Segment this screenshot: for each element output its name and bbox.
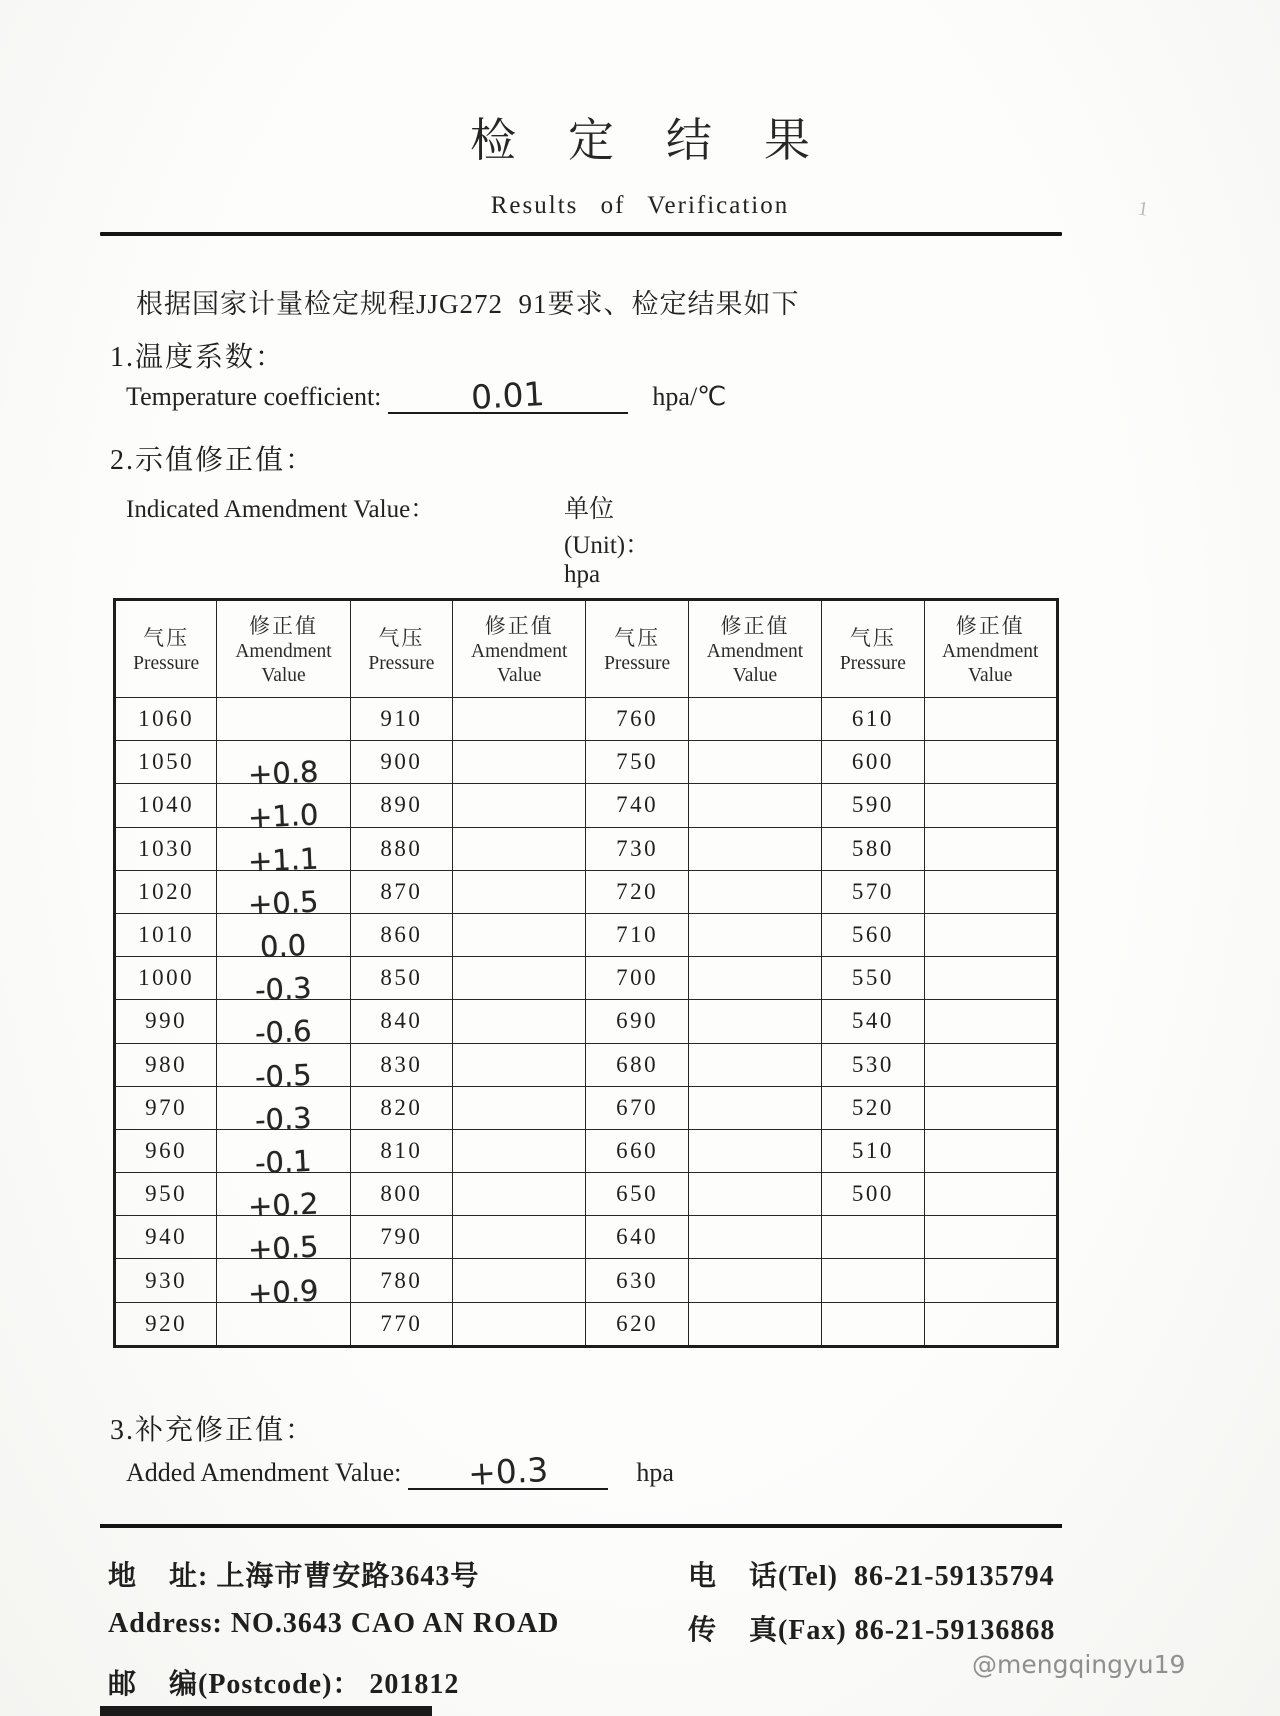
amendment-cell	[688, 827, 821, 870]
pressure-cell: 1030	[115, 827, 217, 870]
pressure-cell: 530	[822, 1043, 924, 1086]
verification-table	[113, 598, 1059, 1348]
pressure-cell: 970	[115, 1086, 217, 1129]
added-amendment-field	[408, 1449, 608, 1494]
pressure-cell: 570	[822, 870, 924, 913]
pressure-cell: 760	[586, 698, 688, 741]
pressure-cell: 550	[822, 957, 924, 1000]
pressure-cell: 730	[586, 827, 688, 870]
table-row	[115, 698, 1058, 741]
table-row	[115, 741, 1058, 784]
footer-address-en: Address: NO.3643 CAO AN ROAD	[108, 1608, 560, 1639]
handwritten-amendment-value: -0.6	[254, 1014, 313, 1051]
amendment-cell	[453, 784, 586, 827]
pressure-cell: 620	[586, 1302, 688, 1346]
pressure-cell: 1010	[115, 913, 217, 956]
footer-divider	[100, 1524, 1062, 1528]
pressure-cell: 940	[115, 1216, 217, 1259]
amendment-cell	[688, 870, 821, 913]
pressure-cell: 840	[350, 1000, 452, 1043]
added-amendment-unit: hpa	[636, 1458, 674, 1487]
amendment-cell	[217, 1259, 350, 1311]
pressure-cell: 610	[822, 698, 924, 741]
amendment-cell	[453, 1086, 586, 1129]
handwritten-amendment-value: +0.8	[247, 754, 320, 792]
pressure-cell: 770	[350, 1302, 452, 1346]
section3-heading: 3.补充修正值：	[110, 1415, 316, 1446]
footer-tel: 电 话(Tel) 86-21-59135794	[688, 1561, 1055, 1592]
handwritten-amendment-value: +1.1	[247, 841, 320, 879]
pressure-cell: 750	[586, 741, 688, 784]
scan-edge-artifact: 1	[1136, 197, 1150, 221]
pressure-cell	[822, 1216, 924, 1259]
amendment-cell	[453, 913, 586, 956]
amendment-cell	[217, 698, 350, 741]
handwritten-amendment-value: +0.5	[247, 884, 320, 922]
temperature-coefficient-field	[388, 374, 628, 417]
amendment-cell	[924, 698, 1057, 741]
handwritten-amendment-value: +0.5	[247, 1229, 320, 1267]
pressure-cell: 930	[115, 1259, 217, 1302]
amendment-cell	[924, 870, 1057, 913]
amendment-cell	[453, 1216, 586, 1259]
footer-fax: 传 真(Fax) 86-21-59136868	[688, 1615, 1056, 1646]
page-title: 检定结果	[470, 115, 862, 166]
amendment-cell	[453, 1173, 586, 1216]
pressure-cell: 850	[350, 957, 452, 1000]
amendment-cell	[453, 1129, 586, 1172]
amendment-cell	[217, 827, 350, 879]
amendment-cell	[453, 827, 586, 870]
amendment-cell	[924, 827, 1057, 870]
pressure-cell: 1000	[115, 957, 217, 1000]
handwritten-amendment-value: +0.9	[247, 1273, 320, 1311]
pressure-cell: 640	[586, 1216, 688, 1259]
page-subtitle: Results of Verification	[490, 192, 790, 219]
pressure-cell: 580	[822, 827, 924, 870]
table-body	[115, 698, 1058, 1347]
amendment-cell	[924, 957, 1057, 1000]
amendment-cell	[924, 1259, 1057, 1302]
col-header-pressure: 气压 Pressure	[350, 600, 452, 698]
title-divider	[100, 232, 1062, 236]
amendment-cell	[453, 1259, 586, 1302]
pressure-cell: 900	[350, 741, 452, 784]
amendment-cell	[924, 913, 1057, 956]
table-header-row	[115, 600, 1058, 698]
pressure-cell	[822, 1259, 924, 1302]
footer-postcode: 邮 编(Postcode)： 201812	[108, 1669, 460, 1700]
pressure-cell: 780	[350, 1259, 452, 1302]
amendment-cell	[453, 957, 586, 1000]
amendment-cell	[217, 1216, 350, 1267]
amendment-cell	[688, 784, 821, 827]
col-header-pressure: 气压 Pressure	[822, 600, 924, 698]
pressure-cell: 800	[350, 1173, 452, 1216]
amendment-cell	[217, 1043, 350, 1094]
col-header-amendment: 修正值 Amendment Value	[453, 600, 586, 698]
added-amendment-line	[126, 1449, 674, 1494]
amendment-cell	[217, 957, 350, 1008]
amendment-cell	[924, 1216, 1057, 1259]
amendment-cell	[924, 1086, 1057, 1129]
amendment-cell	[453, 870, 586, 913]
pressure-cell: 880	[350, 827, 452, 870]
pressure-cell: 820	[350, 1086, 452, 1129]
amendment-cell	[924, 784, 1057, 827]
amendment-cell	[688, 1043, 821, 1086]
amendment-cell	[688, 957, 821, 1000]
pressure-cell: 540	[822, 1000, 924, 1043]
pressure-cell: 980	[115, 1043, 217, 1086]
added-amendment-value: +0.3	[466, 1449, 549, 1494]
table-head	[115, 600, 1058, 698]
temperature-coefficient-label: Temperature coefficient:	[126, 382, 382, 411]
amendment-cell	[688, 698, 821, 741]
pressure-cell: 600	[822, 741, 924, 784]
pressure-cell: 590	[822, 784, 924, 827]
pressure-cell: 1040	[115, 784, 217, 827]
added-amendment-label: Added Amendment Value:	[126, 1458, 402, 1487]
unit-label: 单位(Unit)：hpa	[564, 496, 651, 588]
amendment-cell	[217, 1173, 350, 1224]
pressure-cell: 680	[586, 1043, 688, 1086]
pressure-cell: 710	[586, 913, 688, 956]
temperature-coefficient-unit: hpa/℃	[652, 382, 727, 411]
amendment-cell	[924, 1043, 1057, 1086]
pressure-cell: 830	[350, 1043, 452, 1086]
footer-address-cn: 地 址: 上海市曹安路3643号	[108, 1561, 480, 1592]
pressure-cell: 860	[350, 913, 452, 956]
pressure-cell: 520	[822, 1086, 924, 1129]
indicated-amendment-label: Indicated Amendment Value：	[126, 496, 436, 523]
pressure-cell: 950	[115, 1173, 217, 1216]
amendment-cell	[217, 1000, 350, 1051]
pressure-cell: 690	[586, 1000, 688, 1043]
amendment-cell	[924, 741, 1057, 784]
pressure-cell: 990	[115, 1000, 217, 1043]
pressure-cell: 810	[350, 1129, 452, 1172]
handwritten-amendment-value: 0.0	[259, 928, 308, 965]
amendment-cell	[217, 784, 350, 835]
amendment-cell	[688, 1216, 821, 1259]
col-header-amendment: 修正值 Amendment Value	[688, 600, 821, 698]
pressure-cell: 660	[586, 1129, 688, 1172]
col-header-pressure: 气压 Pressure	[115, 600, 217, 698]
handwritten-amendment-value: -0.3	[254, 1100, 313, 1137]
pressure-cell: 560	[822, 913, 924, 956]
table-row	[115, 957, 1058, 1000]
amendment-cell	[217, 741, 350, 792]
handwritten-amendment-value: +0.2	[247, 1186, 320, 1224]
indicated-amendment-line	[126, 489, 651, 588]
amendment-cell	[453, 741, 586, 784]
pressure-cell	[822, 1302, 924, 1346]
pressure-cell: 790	[350, 1216, 452, 1259]
section1-heading: 1.温度系数：	[110, 342, 286, 373]
col-header-amendment: 修正值 Amendment Value	[924, 600, 1057, 698]
amendment-cell	[688, 1129, 821, 1172]
pressure-cell: 510	[822, 1129, 924, 1172]
amendment-cell	[688, 741, 821, 784]
amendment-cell	[453, 1043, 586, 1086]
amendment-cell	[688, 1086, 821, 1129]
amendment-cell	[924, 1000, 1057, 1043]
col-header-amendment: 修正值 Amendment Value	[217, 600, 350, 698]
intro-text: 根据国家计量检定规程JJG272 91要求、检定结果如下	[136, 289, 800, 319]
pressure-cell: 910	[350, 698, 452, 741]
watermark: @mengqingyu19	[972, 1650, 1186, 1679]
pressure-cell: 1050	[115, 741, 217, 784]
pressure-cell: 720	[586, 870, 688, 913]
pressure-cell: 960	[115, 1129, 217, 1172]
amendment-cell	[924, 1302, 1057, 1346]
amendment-cell	[688, 1259, 821, 1302]
pressure-cell: 700	[586, 957, 688, 1000]
pressure-cell: 670	[586, 1086, 688, 1129]
pressure-cell: 630	[586, 1259, 688, 1302]
pressure-cell: 500	[822, 1173, 924, 1216]
temperature-coefficient-value: 0.01	[470, 374, 546, 417]
section2-heading: 2.示值修正值：	[110, 445, 316, 476]
handwritten-amendment-value: -0.3	[254, 971, 313, 1008]
amendment-cell	[453, 1000, 586, 1043]
pressure-cell: 650	[586, 1173, 688, 1216]
amendment-cell	[453, 698, 586, 741]
handwritten-amendment-value: -0.5	[254, 1057, 313, 1094]
amendment-cell	[924, 1173, 1057, 1216]
pressure-cell: 1020	[115, 870, 217, 913]
handwritten-amendment-value: +1.0	[247, 797, 320, 835]
amendment-cell	[688, 1173, 821, 1216]
pressure-cell: 890	[350, 784, 452, 827]
col-header-pressure: 气压 Pressure	[586, 600, 688, 698]
pressure-cell: 870	[350, 870, 452, 913]
amendment-cell	[688, 1000, 821, 1043]
amendment-cell	[453, 1302, 586, 1346]
handwritten-amendment-value: -0.1	[254, 1143, 313, 1181]
pressure-cell: 1060	[115, 698, 217, 741]
pressure-cell: 920	[115, 1302, 217, 1346]
amendment-cell	[688, 1302, 821, 1346]
pressure-cell: 740	[586, 784, 688, 827]
amendment-cell	[924, 1129, 1057, 1172]
temperature-coefficient-line	[126, 374, 727, 417]
amendment-cell	[688, 913, 821, 956]
bottom-scan-line	[100, 1706, 432, 1716]
